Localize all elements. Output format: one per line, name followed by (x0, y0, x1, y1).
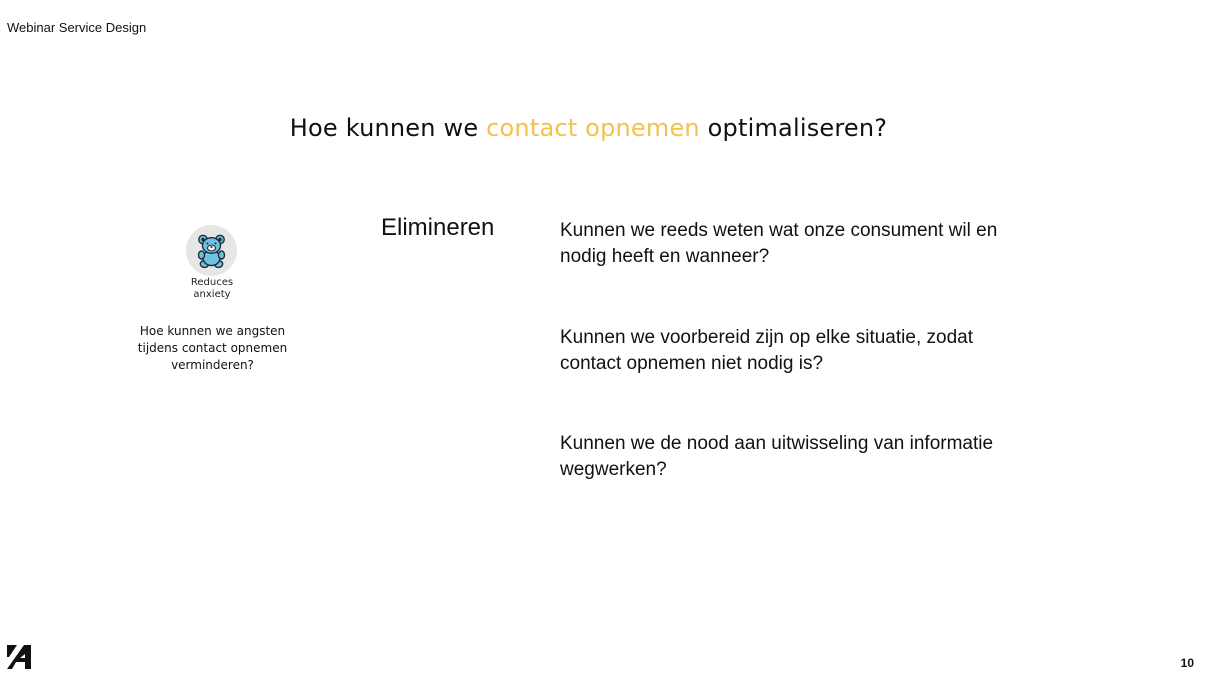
title-text-before: Hoe kunnen we (289, 114, 487, 142)
badge-label: Reduces anxiety (190, 277, 234, 300)
slide-title (0, 114, 1177, 142)
reduces-anxiety-badge (186, 225, 237, 276)
brand-logo (7, 645, 33, 669)
title-accent-text: contact opnemen (486, 114, 700, 142)
header-title: Webinar Service Design (7, 20, 147, 35)
section-heading: Elimineren (381, 214, 495, 241)
question-item: Kunnen we de nood aan uitwisseling van informatie wegwerken? (560, 433, 994, 480)
page-number: 10 (1180, 656, 1194, 670)
title-text-after: optimaliseren? (699, 114, 888, 142)
question-item: Kunnen we voorbereid zijn op elke situatie, zodat contact opnemen niet nodig is? (560, 327, 973, 374)
side-question: Hoe kunnen we angsten tijdens contact opnemen verminderen? (137, 324, 288, 372)
teddy-bear-icon (186, 225, 237, 276)
question-item: Kunnen we reeds weten wat onze consument wil en nodig heeft en wanneer? (560, 220, 998, 267)
